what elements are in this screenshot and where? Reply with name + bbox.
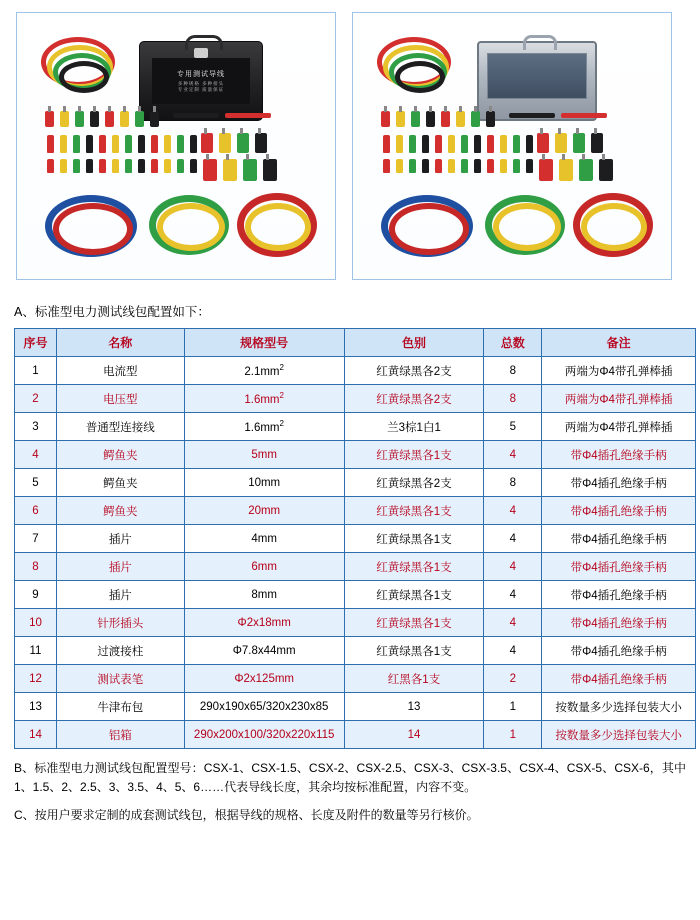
cell-remark: 带Φ4插孔绝缘手柄 [542, 581, 696, 609]
alligator-clip-icon [237, 133, 249, 153]
table-row [15, 413, 696, 441]
spec-superscript: 2 [279, 419, 284, 429]
cell-spec: $2.1mm^2$ [184, 357, 344, 385]
table-row [15, 581, 696, 609]
cell-total: 4 [484, 553, 542, 581]
cell-spec: 10mm [184, 469, 344, 497]
cell-total: 1 [484, 721, 542, 749]
blade-plug-icon [190, 159, 197, 173]
alligator-clip-icon [539, 159, 553, 181]
cell-no: 10 [15, 609, 57, 637]
cell-color: 兰3棕1白1 [344, 413, 484, 441]
pin-plug-icon [60, 135, 67, 153]
cell-color: 红黄绿黑各1支 [344, 581, 484, 609]
alligator-clip-icon [60, 111, 69, 127]
blade-plug-icon [448, 159, 455, 173]
header-no: 序号 [15, 329, 57, 357]
blade-plug-icon [422, 159, 429, 173]
cell-spec: Φ2x18mm [184, 609, 344, 637]
alligator-clip-icon [150, 111, 159, 127]
alligator-clip-icon [599, 159, 613, 181]
photo-left-bag-kit [16, 12, 336, 280]
cell-name: 电流型 [56, 357, 184, 385]
cell-total: 4 [484, 581, 542, 609]
pin-plug-icon [435, 135, 442, 153]
alligator-clip-icon [559, 159, 573, 181]
cell-name: 鳄鱼夹 [56, 441, 184, 469]
cell-name: 电压型 [56, 385, 184, 413]
cell-no: 3 [15, 413, 57, 441]
blade-plug-icon [125, 159, 132, 173]
accessory-row-clips-2 [537, 133, 603, 153]
pin-plug-icon [461, 135, 468, 153]
table-row [15, 609, 696, 637]
spec-superscript: 2 [279, 363, 284, 373]
alligator-clip-icon [120, 111, 129, 127]
aluminium-case-icon [477, 41, 597, 121]
alligator-clip-icon [105, 111, 114, 127]
cell-total: 8 [484, 385, 542, 413]
cell-remark: 两端为Φ4带孔弹棒插 [542, 357, 696, 385]
accessory-row-probes [173, 113, 271, 118]
cell-no: 4 [15, 441, 57, 469]
cell-remark: 带Φ4插孔绝缘手柄 [542, 553, 696, 581]
alligator-clip-icon [537, 133, 549, 153]
blade-plug-icon [177, 159, 184, 173]
table-header-row [15, 329, 696, 357]
blade-plug-icon [526, 159, 533, 173]
alligator-clip-icon [486, 111, 495, 127]
pin-plug-icon [73, 135, 80, 153]
cable-bundle-yellow [157, 203, 225, 251]
header-color: 色别 [344, 329, 484, 357]
cell-total: 4 [484, 497, 542, 525]
cell-remark: 按数量多少选择包装大小 [542, 693, 696, 721]
alligator-clip-icon [203, 159, 217, 181]
alligator-clip-icon [135, 111, 144, 127]
table-row [15, 441, 696, 469]
spec-table-head [15, 329, 696, 357]
section-b-note: B、标准型电力测试线包配置型号：CSX-1、CSX-1.5、CSX-2、CSX-2.5、CSX-3、CSX-3.5、CSX-4、CSX-5、CSX-6，其中1、1.5、2、2.5、3、3.5、4、5、6……代表导线长度，其余均按标准配置，内容不变。 [14, 761, 686, 794]
alligator-clip-icon [381, 111, 390, 127]
cable-bundle-yellow-2 [581, 203, 647, 251]
product-photo-row [10, 0, 690, 280]
cell-total: 4 [484, 609, 542, 637]
cell-no: 7 [15, 525, 57, 553]
cell-total: 2 [484, 665, 542, 693]
pin-plug-icon [190, 135, 197, 153]
cell-color: 红黄绿黑各2支 [344, 469, 484, 497]
bag-logo-icon [194, 48, 208, 58]
cell-remark: 按数量多少选择包装大小 [542, 721, 696, 749]
accessory-row-plugs-1 [47, 135, 197, 153]
photo-right-content [359, 19, 665, 273]
alligator-clip-icon [579, 159, 593, 181]
cell-name: 鳄鱼夹 [56, 469, 184, 497]
cell-color: 14 [344, 721, 484, 749]
alligator-clip-icon [396, 111, 405, 127]
cell-color: 红黄绿黑各1支 [344, 609, 484, 637]
cell-name: 针形插头 [56, 609, 184, 637]
cell-remark: 两端为Φ4带孔弹棒插 [542, 413, 696, 441]
pin-plug-icon [151, 135, 158, 153]
pin-plug-icon [474, 135, 481, 153]
cell-no: 11 [15, 637, 57, 665]
pin-plug-icon [125, 135, 132, 153]
cell-name: 插片 [56, 581, 184, 609]
alligator-clip-icon [456, 111, 465, 127]
cell-no: 14 [15, 721, 57, 749]
aluminium-case-panel [487, 53, 587, 99]
section-c-note: C、按用户要求定制的成套测试线包，根据导线的规格、长度及附件的数量等另行核价。 [14, 808, 479, 823]
photo-left-content [23, 19, 329, 273]
alligator-clip-icon [555, 133, 567, 153]
test-probe-icon [561, 113, 607, 118]
wire-coil-black [395, 61, 445, 93]
blade-plug-icon [151, 159, 158, 173]
alligator-clip-icon [263, 159, 277, 181]
cell-spec: 8mm [184, 581, 344, 609]
spec-superscript: 2 [279, 391, 284, 401]
alligator-clip-icon [426, 111, 435, 127]
cell-spec: Φ2x125mm [184, 665, 344, 693]
pin-plug-icon [513, 135, 520, 153]
cell-color: 红黄绿黑各1支 [344, 637, 484, 665]
table-row [15, 385, 696, 413]
blade-plug-icon [396, 159, 403, 173]
header-remark: 备注 [542, 329, 696, 357]
blade-plug-icon [409, 159, 416, 173]
pin-plug-icon [47, 135, 54, 153]
accessory-row-clips-3 [539, 159, 613, 181]
cell-name: 测试表笔 [56, 665, 184, 693]
cell-color: 红黄绿黑各1支 [344, 441, 484, 469]
alligator-clip-icon [219, 133, 231, 153]
alligator-clip-icon [90, 111, 99, 127]
pin-plug-icon [99, 135, 106, 153]
blade-plug-icon [383, 159, 390, 173]
cell-total: 5 [484, 413, 542, 441]
accessory-row-clips-1 [381, 111, 495, 127]
alligator-clip-icon [243, 159, 257, 181]
cell-remark: 带Φ4插孔绝缘手柄 [542, 637, 696, 665]
blade-plug-icon [73, 159, 80, 173]
accessory-row-plugs-2 [47, 159, 197, 173]
cell-name: 鳄鱼夹 [56, 497, 184, 525]
bag-label-line1: 专用测试导线 [177, 71, 225, 78]
bag-label-line3: 专业定制 质量保证 [177, 87, 225, 93]
cell-spec: $1.6mm^2$ [184, 413, 344, 441]
cell-color: 红黄绿黑各1支 [344, 497, 484, 525]
cell-no: 6 [15, 497, 57, 525]
alligator-clip-icon [223, 159, 237, 181]
cell-remark: 带Φ4插孔绝缘手柄 [542, 609, 696, 637]
cell-no: 13 [15, 693, 57, 721]
table-row [15, 357, 696, 385]
cell-spec: Φ7.8x44mm [184, 637, 344, 665]
alligator-clip-icon [441, 111, 450, 127]
alligator-clip-icon [75, 111, 84, 127]
blade-plug-icon [112, 159, 119, 173]
blade-plug-icon [47, 159, 54, 173]
table-row [15, 525, 696, 553]
cell-total: 4 [484, 441, 542, 469]
pin-plug-icon [177, 135, 184, 153]
pin-plug-icon [526, 135, 533, 153]
pin-plug-icon [500, 135, 507, 153]
test-probe-icon [509, 113, 555, 118]
pin-plug-icon [164, 135, 171, 153]
pin-plug-icon [86, 135, 93, 153]
blade-plug-icon [435, 159, 442, 173]
blade-plug-icon [513, 159, 520, 173]
cell-color: 红黑各1支 [344, 665, 484, 693]
pin-plug-icon [409, 135, 416, 153]
cell-total: 4 [484, 637, 542, 665]
cell-spec: 5mm [184, 441, 344, 469]
cell-spec: 290x200x100/320x220x115 [184, 721, 344, 749]
wire-coil-black [59, 61, 109, 93]
cell-name: 铝箱 [56, 721, 184, 749]
pin-plug-icon [448, 135, 455, 153]
cell-spec: 4mm [184, 525, 344, 553]
blade-plug-icon [461, 159, 468, 173]
pin-plug-icon [422, 135, 429, 153]
alligator-clip-icon [573, 133, 585, 153]
cell-color: 红黄绿黑各2支 [344, 385, 484, 413]
table-row [15, 665, 696, 693]
accessory-row-clips-2 [201, 133, 267, 153]
spec-table-body [15, 357, 696, 749]
cell-spec: 6mm [184, 553, 344, 581]
blade-plug-icon [164, 159, 171, 173]
bag-label-line2: 多种规格 多种接头 [177, 80, 225, 86]
cell-no: 5 [15, 469, 57, 497]
cell-remark: 带Φ4插孔绝缘手柄 [542, 665, 696, 693]
cell-name: 插片 [56, 525, 184, 553]
alligator-clip-icon [471, 111, 480, 127]
header-total: 总数 [484, 329, 542, 357]
accessory-row-plugs-2 [383, 159, 533, 173]
cell-spec: 20mm [184, 497, 344, 525]
cell-total: 4 [484, 525, 542, 553]
cell-remark: 带Φ4插孔绝缘手柄 [542, 469, 696, 497]
cable-bundle-yellow [493, 203, 561, 251]
cell-total: 8 [484, 357, 542, 385]
cell-name: 插片 [56, 553, 184, 581]
table-row [15, 497, 696, 525]
alligator-clip-icon [411, 111, 420, 127]
blade-plug-icon [487, 159, 494, 173]
cell-remark: 两端为Φ4带孔弹棒插 [542, 385, 696, 413]
table-row [15, 553, 696, 581]
alligator-clip-icon [201, 133, 213, 153]
blade-plug-icon [86, 159, 93, 173]
blade-plug-icon [474, 159, 481, 173]
alligator-clip-icon [45, 111, 54, 127]
cell-total: 8 [484, 469, 542, 497]
header-spec: 规格型号 [184, 329, 344, 357]
cell-no: 8 [15, 553, 57, 581]
canvas-bag-icon [139, 41, 263, 121]
test-probe-icon [173, 113, 219, 118]
alligator-clip-icon [591, 133, 603, 153]
table-row [15, 469, 696, 497]
cell-color: 13 [344, 693, 484, 721]
cell-no: 2 [15, 385, 57, 413]
accessory-row-probes [509, 113, 607, 118]
cell-color: 红黄绿黑各2支 [344, 357, 484, 385]
blade-plug-icon [60, 159, 67, 173]
cell-color: 红黄绿黑各1支 [344, 553, 484, 581]
cell-no: 9 [15, 581, 57, 609]
cell-spec: 290x190x65/320x230x85 [184, 693, 344, 721]
cell-remark: 带Φ4插孔绝缘手柄 [542, 441, 696, 469]
cell-color: 红黄绿黑各1支 [344, 525, 484, 553]
pin-plug-icon [112, 135, 119, 153]
cell-name: 普通型连接线 [56, 413, 184, 441]
blade-plug-icon [99, 159, 106, 173]
cell-remark: 带Φ4插孔绝缘手柄 [542, 497, 696, 525]
photo-right-aluminium-kit [352, 12, 672, 280]
section-a-title: A、标准型电力测试线包配置如下： [14, 305, 210, 319]
bag-label [152, 58, 250, 104]
accessory-row-clips-1 [45, 111, 159, 127]
cell-remark: 带Φ4插孔绝缘手柄 [542, 525, 696, 553]
cable-bundle-red [53, 203, 133, 255]
alligator-clip-icon [255, 133, 267, 153]
cell-name: 过渡接柱 [56, 637, 184, 665]
cell-name: 牛津布包 [56, 693, 184, 721]
spec-table [14, 328, 696, 749]
test-probe-icon [225, 113, 271, 118]
cell-no: 12 [15, 665, 57, 693]
blade-plug-icon [500, 159, 507, 173]
cable-bundle-yellow-2 [245, 203, 311, 251]
pin-plug-icon [138, 135, 145, 153]
cell-spec: $1.6mm^2$ [184, 385, 344, 413]
cell-no: 1 [15, 357, 57, 385]
header-name: 名称 [56, 329, 184, 357]
pin-plug-icon [487, 135, 494, 153]
cell-total: 1 [484, 693, 542, 721]
cable-bundle-red [389, 203, 469, 255]
blade-plug-icon [138, 159, 145, 173]
pin-plug-icon [396, 135, 403, 153]
pin-plug-icon [383, 135, 390, 153]
table-row [15, 693, 696, 721]
table-row [15, 721, 696, 749]
table-row [15, 637, 696, 665]
accessory-row-clips-3 [203, 159, 277, 181]
accessory-row-plugs-1 [383, 135, 533, 153]
